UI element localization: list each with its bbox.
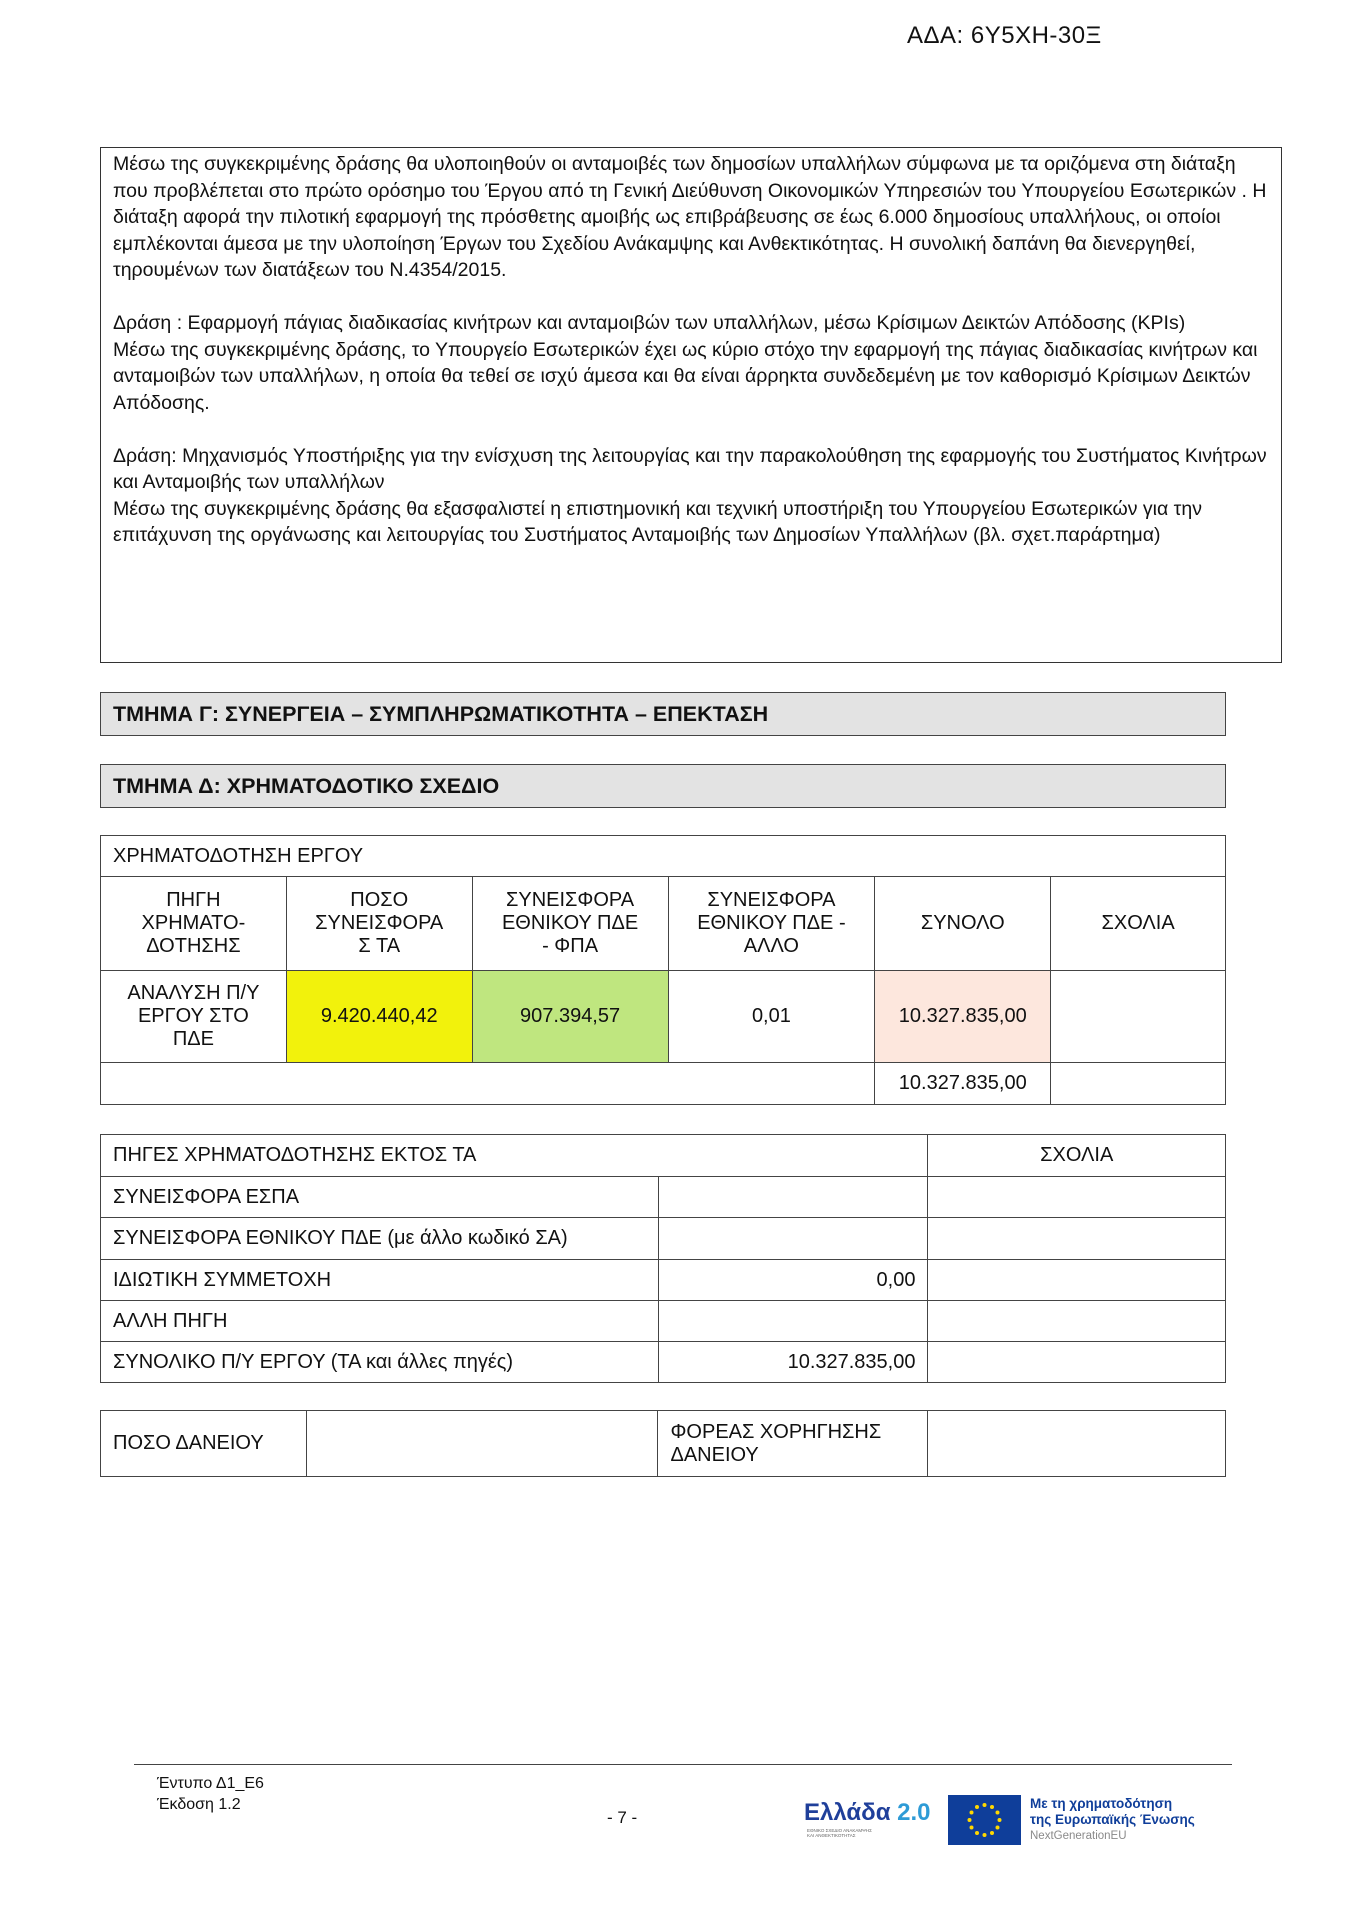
ada-code: ΑΔΑ: 6Υ5ΧΗ-30Ξ [907,22,1102,49]
ellada-2-logo: Ελλάδα 2.0 ΕΘΝΙΚΟ ΣΧΕΔΙΟ ΑΝΑΚΑΜΨΗΣ ΚΑΙ ΑΝΘΕΚΤΙΚΟΤΗΤΑΣ [804,1799,931,1838]
eu-star-icon [975,1831,979,1835]
eu-star-icon [995,1811,999,1815]
eu-star-icon [990,1805,994,1809]
sources-table-title: ΠΗΓΕΣ ΧΡΗΜΑΤΟΔΟΤΗΣΗΣ ΕΚΤΟΣ ΤΑ [101,1135,928,1177]
eu-star-icon [975,1805,979,1809]
eu-star-icon [970,1811,974,1815]
sources-row: ΑΛΛΗ ΠΗΓΗ [101,1301,1226,1342]
grand-total-value: 10.327.835,00 [875,1063,1051,1105]
loan-grantor-value [928,1411,1226,1477]
funding-table-title: ΧΡΗΜΑΤΟΔΟΤΗΣΗ ΕΡΓΟΥ [101,836,1226,877]
paragraph-3-body: Μέσω της συγκεκριμένης δράσης θα εξασφαλιστεί η επιστημονική και τεχνική υποστήριξη του Υπουργείου Εσωτερικών για την επιτάχυνση της οργάνωσης και λειτουργίας του Συστήματος Ανταμοιβής των Δημοσίων Υπαλλήλων (βλ. σχετ.παράρτημα) [113,497,1202,546]
eu-star-icon [998,1818,1002,1822]
form-version: Έκδοση 1.2 [157,1796,241,1813]
section-d-heading: ΤΜΗΜΑ Δ: ΧΡΗΜΑΤΟΔΟΤΙΚΟ ΣΧΕΔΙΟ [100,764,1226,808]
sources-comments-header: ΣΧΟΛΙΑ [928,1135,1226,1177]
page-number: - 7 - [607,1808,638,1827]
funding-total-row [101,1063,1226,1105]
eu-star-icon [990,1831,994,1835]
paragraph-2-body: Μέσω της συγκεκριμένης δράσης, το Υπουργείο Εσωτερικών έχει ως κύριο στόχο την εφαρμογή της πάγιας διαδικασίας κινήτρων και ανταμοιβών των υπαλλήλων, η οποία θα τεθεί σε ισχύ άμεσα και θα είναι άρρηκτα συνδεδεμένη με τον καθορισμό Κρίσιμων Δεικτών Απόδοσης. [113,338,1258,414]
loan-table [100,1410,1226,1477]
loan-amount-label: ΠΟΣΟ ΔΑΝΕΙΟΥ [101,1411,307,1477]
header-comments: ΣΧΟΛΙΑ [1051,877,1226,971]
sources-row: ΙΔΙΩΤΙΚΗ ΣΥΜΜΕΤΟΧΗ 0,00 [101,1260,1226,1301]
form-code: Έντυπο Δ1_Ε6 [157,1775,264,1792]
ta-value: 9.420.440,42 [286,971,472,1063]
eu-star-icon [995,1826,999,1830]
paragraph-2-title: Δράση : Εφαρμογή πάγιας διαδικασίας κινήτρων και ανταμοιβών των υπαλλήλων, μέσω Κρίσιμων Δεικτών Απόδοσης (KPIs) [113,312,1186,334]
eu-flag-icon [948,1795,1021,1845]
header-ta-contribution: ΠΟΣΟ ΣΥΝΕΙΣΦΟΡΑ Σ ΤΑ [286,877,472,971]
paragraph-2 [113,310,1269,416]
comments-value [1051,971,1226,1063]
eu-star-icon [983,1833,987,1837]
sources-row: ΣΥΝΕΙΣΦΟΡΑ ΕΣΠΑ [101,1177,1226,1218]
paragraph-3 [113,443,1269,549]
sources-table [100,1134,1226,1383]
sources-row: ΣΥΝΟΛΙΚΟ Π/Υ ΕΡΓΟΥ (ΤΑ και άλλες πηγές) 10.327.835,00 [101,1342,1226,1383]
funding-data-row [101,971,1226,1063]
funding-table [100,835,1226,1105]
total-value: 10.327.835,00 [875,971,1051,1063]
section-g-heading: ΤΜΗΜΑ Γ: ΣΥΝΕΡΓΕΙΑ – ΣΥΜΠΛΗΡΩΜΑΤΙΚΟΤΗΤΑ – ΕΠΕΚΤΑΣΗ [100,692,1226,736]
eu-star-icon [983,1803,987,1807]
loan-amount-value [306,1411,658,1477]
footer-divider [134,1764,1232,1765]
pde-other-value: 0,01 [668,971,875,1063]
row-label: ΑΝΑΛΥΣΗ Π/Υ ΕΡΓΟΥ ΣΤΟ ΠΔΕ [101,971,287,1063]
paragraph-1: Μέσω της συγκεκριμένης δράσης θα υλοποιηθούν οι ανταμοιβές των δημοσίων υπαλλήλων σύμφωνα με τα οριζόμενα στη διάταξη που προβλέπεται στο πρώτο ορόσημο του Έργου από τη Γενική Διεύθυνση Οικονομικών Υπηρεσιών του Υπουργείου Εσωτερικών . Η διάταξη αφορά την πιλοτική εφαρμογή της πρόσθετης αμοιβής ως επιβράβευσης σε έως 6.000 δημοσίους υπαλλήλους, οι οποίοι εμπλέκονται άμεσα με την υλοποίηση Έργων του Σχεδίου Ανάκαμψης και Ανθεκτικότητας. Η συνολική δαπάνη θα διενεργηθεί, τηρουμένων των διατάξεων του Ν.4354/2015. [113,153,1267,281]
description-textbox [100,147,1282,663]
sources-row: ΣΥΝΕΙΣΦΟΡΑ ΕΘΝΙΚΟΥ ΠΔΕ (με άλλο κωδικό ΣΑ) [101,1218,1226,1260]
loan-grantor-label: ΦΟΡΕΑΣ ΧΟΡΗΓΗΣΗΣ ΔΑΝΕΙΟΥ [658,1411,928,1477]
eu-star-icon [968,1818,972,1822]
footer-form-info [157,1773,264,1815]
header-pde-other: ΣΥΝΕΙΣΦΟΡΑ ΕΘΝΙΚΟΥ ΠΔΕ - ΑΛΛΟ [668,877,875,971]
paragraph-3-title: Δράση: Μηχανισμός Υποστήριξης για την ενίσχυση της λειτουργίας και την παρακολούθηση της εφαρμογής του Συστήματος Κινήτρων και Ανταμοιβής των υπαλλήλων [113,444,1267,493]
header-total: ΣΥΝΟΛΟ [875,877,1051,971]
eu-star-icon [970,1826,974,1830]
header-source: ΠΗΓΗ ΧΡΗΜΑΤΟ- ΔΟΤΗΣΗΣ [101,877,287,971]
pde-vat-value: 907.394,57 [472,971,668,1063]
funding-header-row [101,877,1226,971]
eu-funding-text: Με τη χρηματοδότηση της Ευρωπαϊκής Ένωσης NextGenerationEU [1030,1796,1195,1842]
header-pde-vat: ΣΥΝΕΙΣΦΟΡΑ ΕΘΝΙΚΟΥ ΠΔΕ - ΦΠΑ [472,877,668,971]
